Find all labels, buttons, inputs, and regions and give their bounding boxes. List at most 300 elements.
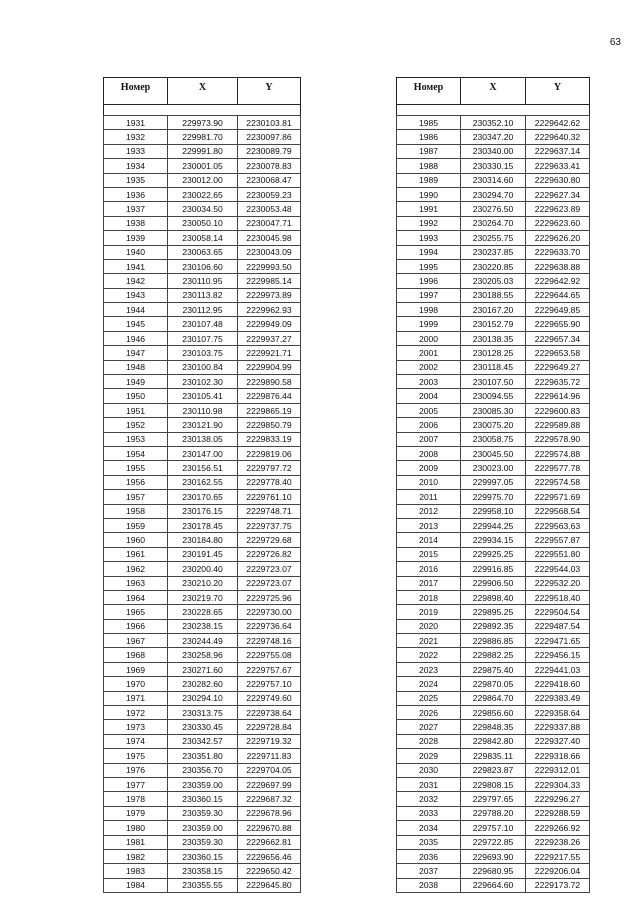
- y-coordinate: 2229633.41: [526, 159, 590, 173]
- point-number: 2034: [397, 821, 461, 835]
- table-row: [104, 303, 301, 317]
- x-coordinate: 229991.80: [168, 144, 238, 158]
- table-row: [397, 490, 590, 504]
- y-coordinate: 2229296.27: [526, 792, 590, 806]
- point-number: 1975: [104, 749, 168, 763]
- x-coordinate: 230107.48: [168, 317, 238, 331]
- point-number: 2025: [397, 691, 461, 705]
- table-row: [397, 734, 590, 748]
- x-coordinate: 229788.20: [461, 806, 526, 820]
- x-coordinate: 229916.85: [461, 562, 526, 576]
- x-coordinate: 230359.30: [168, 806, 238, 820]
- point-number: 2031: [397, 777, 461, 791]
- x-coordinate: 230228.65: [168, 605, 238, 619]
- point-number: 2030: [397, 763, 461, 777]
- y-coordinate: 2229865.19: [238, 403, 301, 417]
- y-coordinate: 2229217.55: [526, 849, 590, 863]
- point-number: 1956: [104, 475, 168, 489]
- table-row: [397, 821, 590, 835]
- x-coordinate: 230162.55: [168, 475, 238, 489]
- table-row: [104, 274, 301, 288]
- table-row: [397, 159, 590, 173]
- x-coordinate: 230358.15: [168, 864, 238, 878]
- point-number: 1976: [104, 763, 168, 777]
- x-coordinate: 230118.45: [461, 360, 526, 374]
- point-number: 1967: [104, 634, 168, 648]
- y-coordinate: 2229687.32: [238, 792, 301, 806]
- y-coordinate: 2229850.79: [238, 418, 301, 432]
- y-coordinate: 2229973.89: [238, 288, 301, 302]
- table-row: [104, 806, 301, 820]
- point-number: 2029: [397, 749, 461, 763]
- x-coordinate: 229898.40: [461, 590, 526, 604]
- table-row: [104, 144, 301, 158]
- y-coordinate: 2229358.64: [526, 706, 590, 720]
- x-coordinate: 230220.85: [461, 259, 526, 273]
- table-row: [397, 518, 590, 532]
- point-number: 2002: [397, 360, 461, 374]
- y-coordinate: 2229327.40: [526, 734, 590, 748]
- point-number: 1973: [104, 720, 168, 734]
- x-coordinate: 230156.51: [168, 461, 238, 475]
- table-row: [104, 187, 301, 201]
- table-row: [397, 562, 590, 576]
- point-number: 1993: [397, 231, 461, 245]
- x-coordinate: 230050.10: [168, 216, 238, 230]
- point-number: 1933: [104, 144, 168, 158]
- x-coordinate: 230360.15: [168, 792, 238, 806]
- y-coordinate: 2229738.64: [238, 706, 301, 720]
- point-number: 2016: [397, 562, 461, 576]
- x-coordinate: 230238.15: [168, 619, 238, 633]
- table-row: [397, 116, 590, 130]
- point-number: 1952: [104, 418, 168, 432]
- point-number: 2018: [397, 590, 461, 604]
- y-coordinate: 2230045.98: [238, 231, 301, 245]
- x-coordinate: 230255.75: [461, 231, 526, 245]
- y-coordinate: 2229577.78: [526, 461, 590, 475]
- y-coordinate: 2229633.70: [526, 245, 590, 259]
- y-coordinate: 2229574.88: [526, 446, 590, 460]
- table-row: [397, 144, 590, 158]
- table-row: [397, 691, 590, 705]
- y-coordinate: 2229557.87: [526, 533, 590, 547]
- point-number: 1986: [397, 130, 461, 144]
- table-header-row: [104, 78, 301, 105]
- table-row: [397, 648, 590, 662]
- x-coordinate: 229875.40: [461, 662, 526, 676]
- point-number: 1943: [104, 288, 168, 302]
- y-coordinate: 2229662.81: [238, 835, 301, 849]
- x-coordinate: 230100.84: [168, 360, 238, 374]
- table-row: [397, 259, 590, 273]
- table-row: [397, 245, 590, 259]
- x-coordinate: 230105.41: [168, 389, 238, 403]
- y-coordinate: 2230043.09: [238, 245, 301, 259]
- point-number: 2015: [397, 547, 461, 561]
- point-number: 1970: [104, 677, 168, 691]
- table-row: [397, 130, 590, 144]
- y-coordinate: 2229504.54: [526, 605, 590, 619]
- header-gap: [397, 105, 590, 116]
- header-gap-row: [104, 105, 301, 116]
- point-number: 2007: [397, 432, 461, 446]
- table-row: [104, 461, 301, 475]
- table-row: [397, 317, 590, 331]
- point-number: 1965: [104, 605, 168, 619]
- table-row: [104, 792, 301, 806]
- table-row: [397, 375, 590, 389]
- x-coordinate: 230023.00: [461, 461, 526, 475]
- y-coordinate: 2229748.71: [238, 504, 301, 518]
- x-coordinate: 230210.20: [168, 576, 238, 590]
- point-number: 1940: [104, 245, 168, 259]
- point-number: 1939: [104, 231, 168, 245]
- x-coordinate: 230347.20: [461, 130, 526, 144]
- table-row: [104, 763, 301, 777]
- table-row: [104, 662, 301, 676]
- point-number: 1938: [104, 216, 168, 230]
- y-coordinate: 2229993.50: [238, 259, 301, 273]
- point-number: 1947: [104, 346, 168, 360]
- point-number: 2036: [397, 849, 461, 863]
- table-row: [104, 346, 301, 360]
- y-coordinate: 2229568.54: [526, 504, 590, 518]
- y-coordinate: 2229614.96: [526, 389, 590, 403]
- y-coordinate: 2229544.03: [526, 562, 590, 576]
- table-row: [397, 187, 590, 201]
- x-coordinate: 230012.00: [168, 173, 238, 187]
- x-coordinate: 229693.90: [461, 849, 526, 863]
- y-coordinate: 2229574.58: [526, 475, 590, 489]
- table-row: [397, 231, 590, 245]
- table-row: [104, 706, 301, 720]
- x-coordinate: 229944.25: [461, 518, 526, 532]
- x-coordinate: 230112.95: [168, 303, 238, 317]
- point-number: 1968: [104, 648, 168, 662]
- table-row: [397, 662, 590, 676]
- header-y: Y: [238, 78, 301, 105]
- table-row: [397, 274, 590, 288]
- x-coordinate: 229870.05: [461, 677, 526, 691]
- x-coordinate: 230176.15: [168, 504, 238, 518]
- x-coordinate: 230351.80: [168, 749, 238, 763]
- point-number: 2023: [397, 662, 461, 676]
- point-number: 1944: [104, 303, 168, 317]
- table-row: [104, 389, 301, 403]
- point-number: 1963: [104, 576, 168, 590]
- table-row: [104, 403, 301, 417]
- y-coordinate: 2229748.16: [238, 634, 301, 648]
- x-coordinate: 230110.95: [168, 274, 238, 288]
- x-coordinate: 230352.10: [461, 116, 526, 130]
- x-coordinate: 230034.50: [168, 202, 238, 216]
- point-number: 1985: [397, 116, 461, 130]
- y-coordinate: 2229797.72: [238, 461, 301, 475]
- point-number: 2035: [397, 835, 461, 849]
- point-number: 2038: [397, 878, 461, 892]
- table-row: [397, 461, 590, 475]
- x-coordinate: 230107.75: [168, 331, 238, 345]
- y-coordinate: 2229487.54: [526, 619, 590, 633]
- y-coordinate: 2229623.89: [526, 202, 590, 216]
- point-number: 1964: [104, 590, 168, 604]
- y-coordinate: 2229642.62: [526, 116, 590, 130]
- y-coordinate: 2229644.65: [526, 288, 590, 302]
- table-row: [397, 806, 590, 820]
- y-coordinate: 2229749.60: [238, 691, 301, 705]
- table-row: [397, 576, 590, 590]
- y-coordinate: 2229640.32: [526, 130, 590, 144]
- y-coordinate: 2230103.81: [238, 116, 301, 130]
- x-coordinate: 230085.30: [461, 403, 526, 417]
- point-number: 1949: [104, 375, 168, 389]
- x-coordinate: 230102.30: [168, 375, 238, 389]
- x-coordinate: 230138.05: [168, 432, 238, 446]
- point-number: 2013: [397, 518, 461, 532]
- x-coordinate: 230106.60: [168, 259, 238, 273]
- x-coordinate: 229981.70: [168, 130, 238, 144]
- y-coordinate: 2230053.48: [238, 202, 301, 216]
- x-coordinate: 230200.40: [168, 562, 238, 576]
- table-row: [104, 231, 301, 245]
- x-coordinate: 230330.15: [461, 159, 526, 173]
- x-coordinate: 230219.70: [168, 590, 238, 604]
- y-coordinate: 2229656.46: [238, 849, 301, 863]
- x-coordinate: 229895.25: [461, 605, 526, 619]
- point-number: 1934: [104, 159, 168, 173]
- table-row: [397, 288, 590, 302]
- point-number: 1980: [104, 821, 168, 835]
- x-coordinate: 229892.35: [461, 619, 526, 633]
- point-number: 2009: [397, 461, 461, 475]
- point-number: 1942: [104, 274, 168, 288]
- x-coordinate: 230103.75: [168, 346, 238, 360]
- point-number: 1998: [397, 303, 461, 317]
- table-row: [397, 533, 590, 547]
- x-coordinate: 230359.00: [168, 777, 238, 791]
- point-number: 2017: [397, 576, 461, 590]
- point-number: 1971: [104, 691, 168, 705]
- y-coordinate: 2229383.49: [526, 691, 590, 705]
- x-coordinate: 229934.15: [461, 533, 526, 547]
- table-row: [104, 504, 301, 518]
- y-coordinate: 2229937.27: [238, 331, 301, 345]
- point-number: 1931: [104, 116, 168, 130]
- x-coordinate: 230237.85: [461, 245, 526, 259]
- y-coordinate: 2229626.20: [526, 231, 590, 245]
- point-number: 1995: [397, 259, 461, 273]
- y-coordinate: 2229723.07: [238, 576, 301, 590]
- y-coordinate: 2229697.99: [238, 777, 301, 791]
- x-coordinate: 230330.45: [168, 720, 238, 734]
- table-row: [104, 331, 301, 345]
- y-coordinate: 2230059.23: [238, 187, 301, 201]
- point-number: 1948: [104, 360, 168, 374]
- y-coordinate: 2229757.67: [238, 662, 301, 676]
- y-coordinate: 2229711.83: [238, 749, 301, 763]
- table-row: [397, 202, 590, 216]
- table-row: [104, 547, 301, 561]
- table-row: [104, 634, 301, 648]
- point-number: 1962: [104, 562, 168, 576]
- point-number: 1977: [104, 777, 168, 791]
- y-coordinate: 2229655.90: [526, 317, 590, 331]
- page-number: 63: [609, 37, 621, 48]
- y-coordinate: 2229723.07: [238, 562, 301, 576]
- x-coordinate: 230271.60: [168, 662, 238, 676]
- table-row: [104, 159, 301, 173]
- table-row: [397, 360, 590, 374]
- y-coordinate: 2230097.86: [238, 130, 301, 144]
- y-coordinate: 2229266.92: [526, 821, 590, 835]
- x-coordinate: 230282.60: [168, 677, 238, 691]
- point-number: 2006: [397, 418, 461, 432]
- x-coordinate: 229722.85: [461, 835, 526, 849]
- table-row: [397, 547, 590, 561]
- x-coordinate: 230001.05: [168, 159, 238, 173]
- y-coordinate: 2229337.88: [526, 720, 590, 734]
- point-number: 2005: [397, 403, 461, 417]
- x-coordinate: 230094.55: [461, 389, 526, 403]
- x-coordinate: 229882.25: [461, 648, 526, 662]
- y-coordinate: 2230047.71: [238, 216, 301, 230]
- table-row: [104, 288, 301, 302]
- point-number: 1990: [397, 187, 461, 201]
- y-coordinate: 2229729.68: [238, 533, 301, 547]
- table-row: [104, 533, 301, 547]
- point-number: 1958: [104, 504, 168, 518]
- y-coordinate: 2229650.42: [238, 864, 301, 878]
- y-coordinate: 2229649.27: [526, 360, 590, 374]
- y-coordinate: 2229571.69: [526, 490, 590, 504]
- x-coordinate: 230313.75: [168, 706, 238, 720]
- y-coordinate: 2229312.01: [526, 763, 590, 777]
- point-number: 2008: [397, 446, 461, 460]
- table-row: [104, 777, 301, 791]
- y-coordinate: 2229418.60: [526, 677, 590, 691]
- header-gap: [104, 105, 301, 116]
- point-number: 1951: [104, 403, 168, 417]
- x-coordinate: 229925.25: [461, 547, 526, 561]
- point-number: 1972: [104, 706, 168, 720]
- point-number: 1994: [397, 245, 461, 259]
- table-row: [104, 418, 301, 432]
- table-row: [104, 590, 301, 604]
- y-coordinate: 2229833.19: [238, 432, 301, 446]
- table-row: [104, 864, 301, 878]
- table-row: [397, 331, 590, 345]
- point-number: 1935: [104, 173, 168, 187]
- table-row: [397, 403, 590, 417]
- table-row: [104, 562, 301, 576]
- point-number: 2014: [397, 533, 461, 547]
- point-number: 1946: [104, 331, 168, 345]
- y-coordinate: 2229638.88: [526, 259, 590, 273]
- point-number: 2019: [397, 605, 461, 619]
- table-row: [104, 734, 301, 748]
- y-coordinate: 2229653.58: [526, 346, 590, 360]
- point-number: 1936: [104, 187, 168, 201]
- coordinates-table-right: [396, 77, 590, 893]
- y-coordinate: 2229726.82: [238, 547, 301, 561]
- table-row: [104, 821, 301, 835]
- x-coordinate: 230170.65: [168, 490, 238, 504]
- point-number: 2021: [397, 634, 461, 648]
- y-coordinate: 2229238.26: [526, 835, 590, 849]
- y-coordinate: 2229737.75: [238, 518, 301, 532]
- table-row: [104, 259, 301, 273]
- y-coordinate: 2229600.83: [526, 403, 590, 417]
- point-number: 1997: [397, 288, 461, 302]
- point-number: 2010: [397, 475, 461, 489]
- table-row: [397, 634, 590, 648]
- table-row: [104, 202, 301, 216]
- x-coordinate: 230113.82: [168, 288, 238, 302]
- point-number: 1966: [104, 619, 168, 633]
- table-row: [397, 303, 590, 317]
- table-row: [104, 691, 301, 705]
- table-row: [104, 849, 301, 863]
- y-coordinate: 2229985.14: [238, 274, 301, 288]
- x-coordinate: 229997.05: [461, 475, 526, 489]
- x-coordinate: 230294.10: [168, 691, 238, 705]
- x-coordinate: 229864.70: [461, 691, 526, 705]
- point-number: 1988: [397, 159, 461, 173]
- point-number: 1983: [104, 864, 168, 878]
- x-coordinate: 229842.80: [461, 734, 526, 748]
- y-coordinate: 2229471.65: [526, 634, 590, 648]
- x-coordinate: 230128.25: [461, 346, 526, 360]
- point-number: 1974: [104, 734, 168, 748]
- coordinates-table-left: [103, 77, 301, 893]
- y-coordinate: 2229206.04: [526, 864, 590, 878]
- point-number: 2033: [397, 806, 461, 820]
- table-row: [397, 878, 590, 892]
- x-coordinate: 229823.87: [461, 763, 526, 777]
- table-row: [104, 116, 301, 130]
- x-coordinate: 229886.85: [461, 634, 526, 648]
- table-row: [104, 173, 301, 187]
- x-coordinate: 230058.75: [461, 432, 526, 446]
- point-number: 1945: [104, 317, 168, 331]
- y-coordinate: 2229518.40: [526, 590, 590, 604]
- x-coordinate: 230045.50: [461, 446, 526, 460]
- y-coordinate: 2229890.58: [238, 375, 301, 389]
- point-number: 1941: [104, 259, 168, 273]
- y-coordinate: 2229921.71: [238, 346, 301, 360]
- x-coordinate: 230178.45: [168, 518, 238, 532]
- x-coordinate: 230063.65: [168, 245, 238, 259]
- point-number: 2027: [397, 720, 461, 734]
- table-row: [104, 130, 301, 144]
- header-x: X: [461, 78, 526, 105]
- x-coordinate: 230184.80: [168, 533, 238, 547]
- y-coordinate: 2229725.96: [238, 590, 301, 604]
- table-header-row: [397, 78, 590, 105]
- y-coordinate: 2229304.33: [526, 777, 590, 791]
- x-coordinate: 230340.00: [461, 144, 526, 158]
- table-row: [397, 590, 590, 604]
- header-number: Номер: [104, 78, 168, 105]
- x-coordinate: 230022.65: [168, 187, 238, 201]
- x-coordinate: 230314.60: [461, 173, 526, 187]
- y-coordinate: 2229657.34: [526, 331, 590, 345]
- point-number: 2012: [397, 504, 461, 518]
- table-row: [397, 389, 590, 403]
- point-number: 2037: [397, 864, 461, 878]
- y-coordinate: 2229755.08: [238, 648, 301, 662]
